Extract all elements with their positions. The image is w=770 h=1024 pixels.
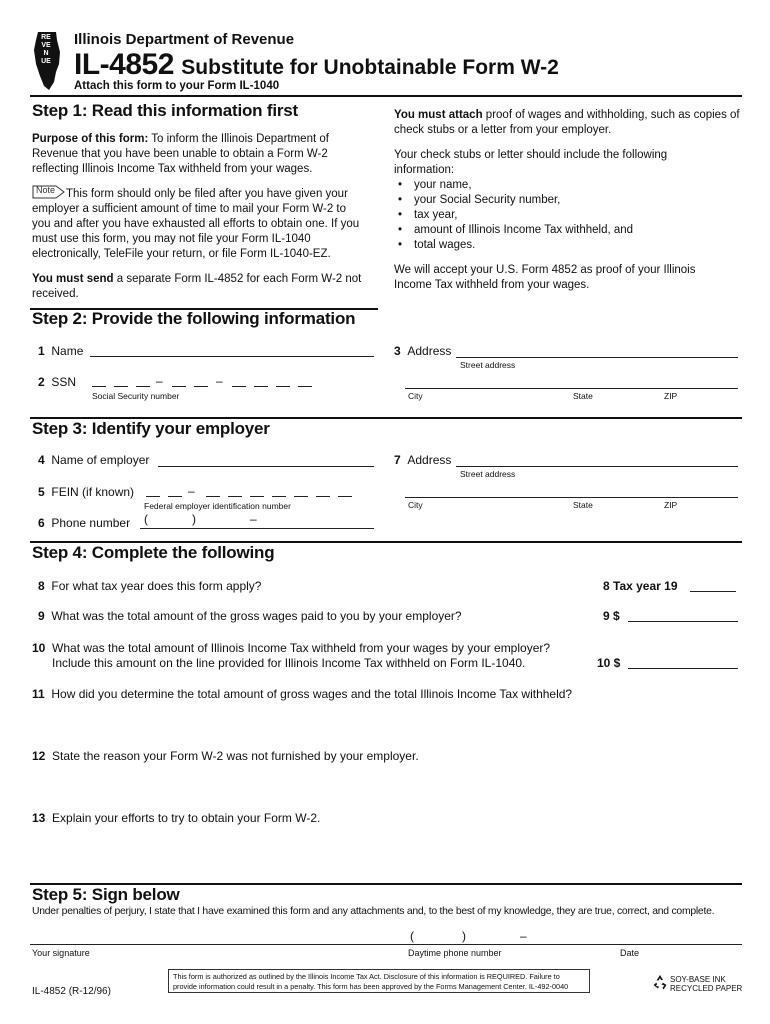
form-number: IL-4852 — [74, 48, 174, 81]
send-text: a separate Form IL-4852 for each Form W-2 not received. — [32, 273, 362, 300]
city-caption: City — [408, 391, 423, 401]
answer-12-area[interactable] — [52, 766, 738, 806]
list-item: • tax year, — [394, 208, 734, 223]
include-list — [394, 178, 734, 253]
seal-text: REVENUE — [41, 34, 51, 65]
send-label: You must send — [32, 273, 114, 285]
street-caption: Street address — [460, 360, 516, 370]
employer-label: 4 Name of employer — [38, 453, 150, 467]
answer-8-label: 8 Tax year 19 — [603, 579, 678, 593]
fein-label: 5 FEIN (if known) — [38, 485, 135, 499]
form-id: IL-4852 (R-12/96) — [32, 986, 111, 997]
accept-paragraph: We will accept your U.S. Form 4852 as proof of your Illinois Income Tax withheld from your wages. — [394, 264, 696, 291]
city-state-zip-field[interactable] — [405, 388, 738, 389]
illinois-state-logo — [32, 30, 62, 92]
street-address-field[interactable] — [456, 357, 738, 358]
answer-10-label: 10 $ — [597, 656, 621, 670]
gross-wages-field[interactable] — [628, 621, 738, 622]
step2-heading: Step 2: Provide the following information — [32, 309, 356, 328]
agency-name: Illinois Department of Revenue — [74, 31, 295, 48]
phone-field[interactable]: ( ) – — [140, 512, 374, 528]
employer-city-state-zip-field[interactable] — [405, 497, 738, 498]
step4-heading: Step 4: Complete the following — [32, 543, 275, 562]
question-10: 10 What was the total amount of Illinois Income Tax withheld from your wages by your employer? — [32, 641, 551, 655]
soy-ink-label: SOY-BASE INK — [670, 975, 726, 984]
signature-line[interactable] — [30, 944, 742, 945]
address-label: 3 Address — [394, 344, 452, 358]
daytime-phone-caption: Daytime phone number — [408, 948, 502, 958]
employer-name-field[interactable] — [158, 466, 374, 467]
employer-address-label: 7 Address — [394, 453, 452, 467]
employer-street-field[interactable] — [456, 466, 738, 467]
employer-city-caption: City — [408, 500, 423, 510]
employer-zip-caption: ZIP — [664, 500, 678, 510]
header-rule — [30, 95, 742, 97]
list-item: • amount of Illinois Income Tax withheld, and — [394, 223, 734, 238]
form-title — [74, 48, 559, 82]
tax-year-field[interactable] — [690, 591, 736, 592]
list-item: • your Social Security number, — [394, 193, 734, 208]
send-paragraph — [32, 272, 362, 302]
signature-phone-parens: ( ) – — [410, 929, 527, 943]
signature-caption: Your signature — [32, 948, 90, 958]
attach-paragraph — [394, 108, 744, 138]
recycled-paper-label: RECYCLED PAPER — [670, 984, 743, 993]
purpose-paragraph — [32, 132, 362, 177]
answer-9-label: 9 $ — [603, 609, 620, 623]
note-tag-text: Note — [36, 185, 56, 195]
purpose-label: Purpose of this form: — [32, 133, 149, 145]
question-9: 9 What was the total amount of the gross wages paid to you by your employer? — [38, 609, 462, 623]
tax-withheld-field[interactable] — [628, 668, 738, 669]
perjury-statement: Under penalties of perjury, I state that I have examined this form and any attachments and, to the best of my knowledge, they are true, correct, and complete. — [32, 906, 715, 917]
phone-label: 6 Phone number — [38, 516, 131, 530]
ssn-label: 2 SSN — [38, 375, 77, 389]
ssn-field[interactable]: – – — [92, 386, 332, 392]
fein-field[interactable]: – — [146, 496, 366, 502]
zip-caption: ZIP — [664, 391, 678, 401]
ssn-caption: Social Security number — [92, 391, 180, 401]
name-label: 1 Name — [38, 344, 84, 358]
attach-text: proof of wages and withholding, such as copies of check stubs or a letter from your employer. — [394, 109, 740, 136]
step5-heading: Step 5: Sign below — [32, 885, 180, 904]
authorization-text: This form is authorized as outlined by the Illinois Income Tax Act. Disclosure of this information is REQUIRED. Failure to provide information could result in a penalty. This form has been approved by the Forms Management Center. IL-492-0040 — [173, 972, 569, 991]
question-11: 11 How did you determine the total amount of gross wages and the total Illinois Income Tax withheld? — [32, 687, 573, 701]
employer-street-caption: Street address — [460, 469, 516, 479]
question-10-line2: Include this amount on the line provided for Illinois Income Tax withheld on Form IL-1040. — [52, 656, 526, 670]
step3-heading: Step 3: Identify your employer — [32, 419, 270, 438]
question-8: 8 For what tax year does this form apply? — [38, 579, 262, 593]
form-name: Substitute for Unobtainable Form W-2 — [181, 56, 559, 79]
note-paragraph: This form should only be filed after you have given your employer a sufficient amount of time to mail your Form W-2 to you and after you have exhausted all efforts to obtain one. If you must use this form, you may not file your Form IL-1040 electronically, TeleFile your return, or file Form IL-1040-EZ. — [32, 188, 360, 260]
form-subtitle: Attach this form to your Form IL-1040 — [74, 80, 280, 92]
question-12: 12 State the reason your Form W-2 was not furnished by your employer. — [32, 749, 419, 763]
attach-label: You must attach — [394, 109, 483, 121]
recycle-icon — [652, 974, 668, 990]
include-paragraph: Your check stubs or letter should include the following information: — [394, 149, 668, 176]
list-item: • total wages. — [394, 238, 734, 253]
answer-11-area[interactable] — [52, 704, 738, 744]
step1-heading: Step 1: Read this information first — [32, 101, 298, 120]
purpose-text: To inform the Illinois Department of Revenue that you have been unable to obtain a Form W-2 reflecting Illinois Income Tax withheld from your wages. — [32, 133, 329, 175]
list-item: • your name, — [394, 178, 734, 193]
answer-13-area[interactable] — [52, 828, 738, 878]
question-13: 13 Explain your efforts to try to obtain your Form W-2. — [32, 811, 321, 825]
employer-state-caption: State — [573, 500, 593, 510]
authorization-box — [168, 969, 590, 993]
name-field[interactable] — [90, 356, 374, 357]
state-caption: State — [573, 391, 593, 401]
fein-caption: Federal employer identification number — [144, 501, 291, 511]
date-caption: Date — [620, 948, 640, 958]
